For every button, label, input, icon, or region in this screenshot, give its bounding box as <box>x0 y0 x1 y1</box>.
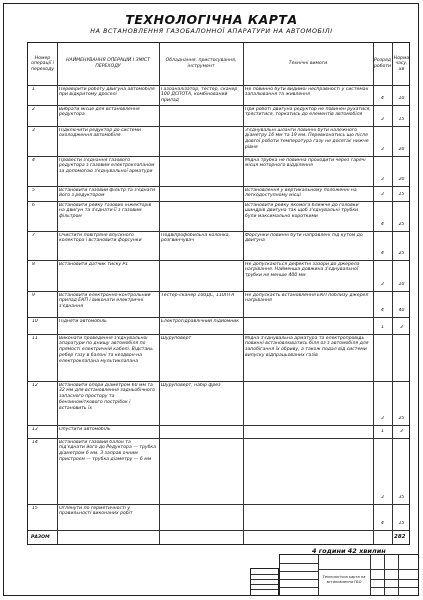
page-subtitle: НА ВСТАНОВЛЕННЯ ГАЗОБАЛОННОЇ АПАРАТУРИ НА АВТОМОБІЛІ <box>90 28 333 35</box>
cell-num: 9 <box>32 292 35 298</box>
cell-num: 11 <box>32 335 38 341</box>
cell-reqs <box>245 319 371 333</box>
cell-reqs: З'єднувальні шланги повинні бути належного діаметру 16 мм та 19 мм. Перевконатись що після довгої роботи температура газу не досягає нижче рівня <box>245 127 369 150</box>
cell-grade <box>375 372 390 379</box>
cell-name: Провести з'єднання газового редуктора з газовим електроклапаном за допомогою з'єднувальної арматури <box>59 157 155 175</box>
cell-grade: 3 <box>381 147 384 152</box>
cell-name: Встановити рейку газових інжекторів на двигун та з'єднати її з газовим фільтром <box>59 202 152 220</box>
header-num: Номер операції і переходу <box>31 55 54 72</box>
cell-name: Опустити автомобіль <box>59 426 111 432</box>
cell-reqs <box>245 383 371 424</box>
cell-equip: Шуруповерт <box>161 335 192 341</box>
cell-grade: 3 <box>381 282 384 287</box>
cell-num: 14 <box>32 439 38 445</box>
tech-card-table <box>27 42 410 545</box>
cell-reqs: Не повинно бути видимої несправності у системах запалювання та живлення <box>245 86 369 98</box>
col-divider <box>57 43 58 544</box>
cell-num: 3 <box>32 127 35 133</box>
row-divider <box>28 530 409 531</box>
cell-grade: 4 <box>381 251 384 256</box>
cell-norm: 10 <box>398 96 405 101</box>
cell-reqs: Встановлення у вертикальному положенні на легкодоступному місці <box>245 187 357 199</box>
revision-block <box>250 568 279 596</box>
header-norm: Норма часу, хв <box>393 55 410 72</box>
cell-reqs <box>245 440 371 503</box>
cell-grade: 3 <box>381 416 384 421</box>
cell-equip: Шуруповерт, набір фрез <box>161 382 221 388</box>
cell-grade: 3 <box>381 192 384 197</box>
cell-grade: 1 <box>381 429 384 434</box>
cell-num: 2 <box>32 106 35 112</box>
cell-grade: 3 <box>381 117 384 122</box>
cell-norm: 40 <box>398 308 405 313</box>
cell-name: Вибрати місце для встановлення редуктора <box>59 106 140 118</box>
cell-num: 1 <box>32 86 35 92</box>
cell-norm: 15 <box>398 192 405 197</box>
cell-name: Підняти автомобіль <box>59 318 107 324</box>
cell-reqs: Мідна трубка не повинна проходити через гарячі місця моторного відділення <box>245 157 366 169</box>
cell-equip <box>161 427 241 437</box>
cell-norm: 25 <box>398 251 405 256</box>
title-block-text: Технологічна карта на встановлення ГБО <box>322 575 366 584</box>
cell-grade: 4 <box>381 222 384 227</box>
cell-reqs: При роботі двигуна редуктор не повинен рухатися, тряститися, торкатись до елементів автомобіля <box>245 106 371 118</box>
cell-name: Оглянути по герметичності у правильності виконаних робіт <box>59 505 133 517</box>
header-requirements: Технічні вимоги <box>288 61 328 67</box>
cell-equip <box>161 440 241 503</box>
cell-norm: 20 <box>398 177 405 182</box>
cell-norm: 3 <box>400 429 403 434</box>
col-divider <box>392 43 393 544</box>
cell-norm: 10 <box>398 282 405 287</box>
cell-equip <box>161 128 241 155</box>
cell-reqs: Встановити рейку якомога ближче до головки шиндрів двигуна так щоб з'єднувальні трубки були максимально короткими <box>245 202 359 220</box>
cell-num: 7 <box>32 232 35 238</box>
cell-grade: 4 <box>381 96 384 101</box>
cell-name: Виконати проведення з'єднувальної апаратури по днищу автомобіля по прямості електричній кабелі. Відстань ребер газу в балоні та кездвон-на електроклапана мультиклапана <box>59 335 153 364</box>
title-block <box>279 554 419 596</box>
cell-name: Встановити опори діаметром 60 мм та 32 мм для встановлення задньобічного запасного простору та бензиноміткового пострібок і встановить їх <box>59 382 156 411</box>
header-equipment: Обладнання, пристосування, інструмент <box>165 58 237 69</box>
page-title: ТЕХНОЛОГІЧНА КАРТА <box>125 12 298 27</box>
total-label: РАЗОМ <box>31 535 50 540</box>
cell-norm: 20 <box>398 147 405 152</box>
col-divider <box>159 43 160 544</box>
cell-norm: 3 <box>400 325 403 330</box>
cell-num: 5 <box>32 187 35 193</box>
cell-reqs: Форсунки повинні бути направлені під кутом до двигуна <box>245 232 363 244</box>
cell-norm: 25 <box>398 222 405 227</box>
cell-name: Перевірити роботу двигуна автомобіля при відкритому дроселі <box>59 86 155 98</box>
cell-reqs <box>245 427 371 437</box>
cell-num: 6 <box>32 202 35 208</box>
cell-num: 15 <box>32 505 38 511</box>
header-name: НАЙМЕНУВАННЯ ОПЕРАЦІЙ І ЗМІСТ ПЕРЕХОДУ <box>66 58 150 69</box>
cell-norm <box>394 372 409 379</box>
cell-equip: Електрогідравлічний підйомник <box>161 318 239 324</box>
cell-reqs: Не допускаються дефектні зазори до джерела нагрівання. Найменша довжина з'єднувальної трубки не менше 400 мм <box>245 261 360 279</box>
cell-name: Встановити електронно-контрольний прилад ЕКП і виконати електричні з'єднання <box>59 292 151 310</box>
cell-num: 12 <box>32 382 38 388</box>
col-divider <box>373 43 374 544</box>
cell-num: 4 <box>32 157 35 163</box>
cell-num: 10 <box>32 318 38 324</box>
cell-grade: 3 <box>381 495 384 500</box>
cell-reqs <box>245 506 371 529</box>
cell-grade: 4 <box>381 521 384 526</box>
cell-name: Очистити повітряне впускного колектора і встановити форсунки <box>59 232 142 244</box>
cell-equip <box>161 107 241 125</box>
cell-reqs: Мідна з'єднувальна арматура та електропровідь повинні встановлюватись біля оз з автомобіля для запобігання їх обриву, а також подал від системи випуску відпрацьованих газів <box>245 335 369 358</box>
cell-equip: Газоаналізатор, тестер, сканер 100 ДСПОТА, комбінований прилад <box>161 86 238 104</box>
cell-name: Встановити газовий балон та під'єднати його до Редуктора — трубка діаметром 6 мм. З заправ очним пристроєм — трубка діаметру — 6 мм <box>59 439 157 462</box>
total-value: 282 <box>394 534 406 540</box>
cell-name: Встановити датчик тиску P1 <box>59 261 129 267</box>
cell-norm: 15 <box>398 117 405 122</box>
cell-norm: 25 <box>398 416 405 421</box>
cell-grade: 1 <box>381 325 384 330</box>
cell-name: Підключити редуктор до системи охолодження автомобіля <box>59 127 142 139</box>
header-grade: Розряд роботи <box>373 58 392 69</box>
cell-num: 13 <box>32 426 38 432</box>
col-divider <box>243 43 244 544</box>
cell-equip <box>161 506 241 529</box>
cell-grade: 4 <box>381 308 384 313</box>
cell-norm: 15 <box>398 521 405 526</box>
cell-num: 8 <box>32 261 35 267</box>
cell-equip: Подвіпрофобильна колонка, розгвинчувач <box>161 232 231 244</box>
cell-norm: 35 <box>398 495 405 500</box>
cell-grade: 3 <box>381 177 384 182</box>
cell-equip: Тестер-сканер 100ДС, 110ПТА <box>161 292 235 298</box>
cell-equip <box>161 203 241 230</box>
cell-equip <box>161 262 241 290</box>
cell-equip <box>161 158 241 185</box>
cell-equip <box>161 188 241 200</box>
cell-name: Встановити газовий фільтр та з'єднати його з редуктором <box>59 187 156 199</box>
cell-reqs: Не допускаєть встановлення ЕКП поблизу джерел нагрівання <box>245 292 369 304</box>
total-time-summary: 4 години 42 хвилин <box>312 547 386 555</box>
